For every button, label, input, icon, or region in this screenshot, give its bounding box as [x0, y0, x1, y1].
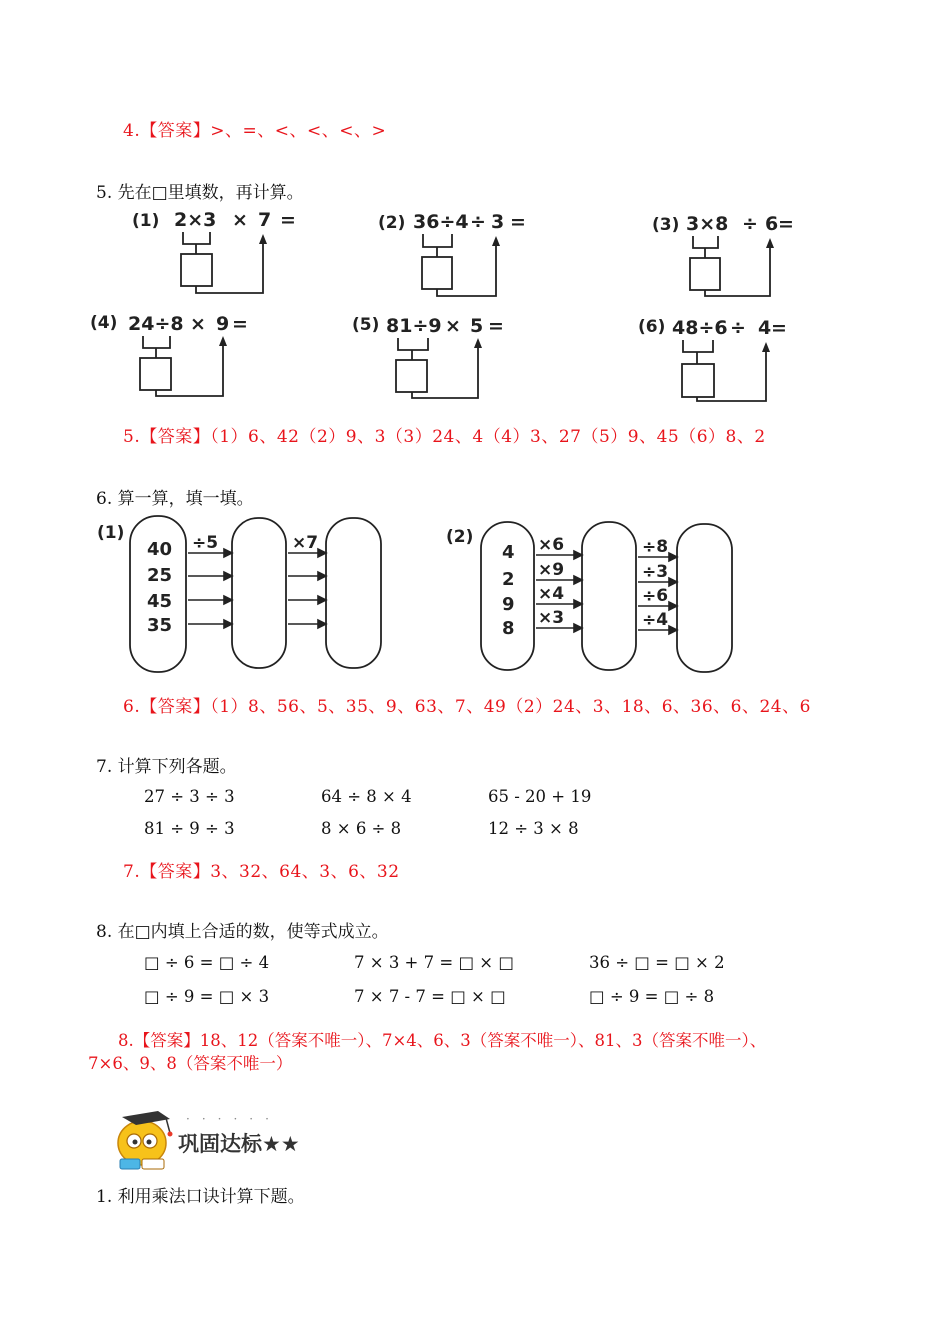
q5-item-label: (5)	[352, 315, 380, 335]
answer-7: 7.【答案】3、32、64、3、6、32	[123, 862, 400, 882]
section-dots: ······	[186, 1112, 281, 1126]
q5-item-label: (6)	[638, 317, 666, 337]
q5-item-eq: =	[778, 213, 794, 235]
question-8-title: 8. 在□内填上合适的数，使等式成立。	[96, 922, 389, 942]
next-question-title: 1. 利用乘法口诀计算下题。	[96, 1187, 305, 1207]
q5-blank-box	[396, 360, 427, 392]
answer-5: 5.【答案】（1）6、42（2）9、3（3）24、4（4）3、27（5）9、45（6）8、2	[123, 427, 766, 447]
q5-item-op: ÷	[730, 317, 746, 339]
q5-item-expr-a: 48÷6	[672, 317, 728, 339]
q5-item-3	[652, 213, 794, 296]
q5-blank-box	[140, 358, 171, 390]
q5-item-b: 9	[216, 313, 230, 335]
q5-item-op: ÷	[470, 211, 486, 233]
q6-part2-op1: ×6	[538, 535, 565, 555]
q6-part1-number: 35	[147, 615, 173, 636]
q5-item-expr-a: 2×3	[174, 209, 217, 231]
question-6-figure	[0, 510, 950, 685]
q6-part2-op1: ×3	[538, 608, 565, 628]
q6-part1-number: 40	[147, 539, 173, 560]
answer-8-line-2: 7×6、9、8（答案不唯一）	[88, 1054, 293, 1073]
q5-item-expr-a: 36÷4	[413, 211, 469, 233]
q7-expr: 64 ÷ 8 × 4	[321, 787, 412, 806]
q7-expr: 27 ÷ 3 ÷ 3	[144, 787, 235, 806]
q8-expr: □ ÷ 9 = □ ÷ 8	[589, 987, 715, 1006]
question-5-title: 5. 先在□里填数，再计算。	[96, 183, 304, 203]
q5-item-eq: =	[280, 209, 296, 231]
answer-6: 6.【答案】（1）8、56、5、35、9、63、7、49（2）24、3、18、6、36、6、24、6	[123, 697, 811, 717]
q5-item-1	[132, 209, 296, 293]
q5-item-eq: =	[232, 313, 248, 335]
q6-part2-number: 8	[502, 618, 515, 639]
q5-item-2	[378, 211, 526, 296]
q5-item-b: 4	[758, 317, 772, 339]
q5-item-eq: =	[488, 315, 504, 337]
q6-part2-op2: ÷6	[642, 586, 669, 606]
q7-expr: 65 - 20 + 19	[488, 787, 592, 806]
q5-blank-box	[422, 257, 452, 289]
q5-item-b: 7	[258, 209, 272, 231]
q7-expr: 8 × 6 ÷ 8	[321, 819, 402, 838]
q6-part2-answer-capsule-2	[677, 524, 732, 672]
question-6-title: 6. 算一算，填一填。	[96, 489, 254, 509]
q6-part2-answer-capsule-1	[582, 522, 636, 670]
q5-item-6	[638, 317, 787, 401]
q5-item-5	[352, 315, 504, 398]
q6-part2-op2: ÷3	[642, 562, 669, 582]
q7-expr: 81 ÷ 9 ÷ 3	[144, 819, 235, 838]
q5-blank-box	[690, 258, 720, 290]
q6-part2-op2: ÷4	[642, 610, 669, 630]
q5-item-label: (3)	[652, 215, 680, 235]
q5-item-4	[90, 313, 248, 396]
q5-item-b: 5	[470, 315, 484, 337]
q5-item-op: ×	[445, 315, 461, 337]
q5-item-label: (4)	[90, 313, 118, 333]
q5-item-label: (2)	[378, 213, 406, 233]
q6-part1-answer-capsule-1	[232, 518, 286, 668]
section-mascot-icon	[108, 1103, 182, 1175]
q5-item-b: 6	[765, 213, 779, 235]
q6-part2-label: (2)	[446, 527, 474, 547]
q8-expr: □ ÷ 9 = □ × 3	[144, 987, 270, 1006]
q6-part2-number: 9	[502, 594, 515, 615]
q5-item-op: ÷	[742, 213, 758, 235]
q5-item-op: ×	[232, 209, 248, 231]
q6-part2-op2: ÷8	[642, 537, 669, 557]
q6-part2-op1: ×9	[538, 560, 565, 580]
answer-8-line-1: 8.【答案】18、12（答案不唯一）、7×4、6、3（答案不唯一）、81、3（答案不唯一）、	[118, 1031, 767, 1050]
q5-item-label: (1)	[132, 211, 160, 231]
q8-expr: 36 ÷ □ = □ × 2	[589, 953, 725, 972]
q8-expr: 7 × 7 - 7 = □ × □	[354, 987, 506, 1006]
q5-item-expr-a: 24÷8	[128, 313, 184, 335]
section-title: 巩固达标★★	[178, 1132, 300, 1156]
q6-part1-number: 25	[147, 565, 173, 586]
q6-part2-number: 4	[502, 542, 515, 563]
q5-blank-box	[181, 254, 212, 286]
q7-expr: 12 ÷ 3 × 8	[488, 819, 579, 838]
q6-part1-number: 45	[147, 591, 173, 612]
question-7-title: 7. 计算下列各题。	[96, 757, 237, 777]
q8-expr: □ ÷ 6 = □ ÷ 4	[144, 953, 270, 972]
q5-item-eq: =	[771, 317, 787, 339]
q6-part1-answer-capsule-2	[326, 518, 381, 668]
q5-item-b: 3	[491, 211, 505, 233]
q6-part2-number: 2	[502, 569, 515, 590]
answer-4: 4.【答案】>、=、<、<、<、>	[123, 121, 387, 141]
q6-part1-op2: ×7	[292, 533, 319, 553]
q8-expr: 7 × 3 + 7 = □ × □	[354, 953, 514, 972]
q5-item-expr-a: 3×8	[686, 213, 729, 235]
question-5-figure	[0, 200, 950, 410]
q6-part1-label: (1)	[97, 523, 125, 543]
q5-item-expr-a: 81÷9	[386, 315, 442, 337]
q6-part1-op1: ÷5	[192, 533, 219, 553]
q5-item-op: ×	[190, 313, 206, 335]
q6-part2-op1: ×4	[538, 584, 565, 604]
q5-blank-box	[682, 364, 714, 397]
q5-item-eq: =	[510, 211, 526, 233]
